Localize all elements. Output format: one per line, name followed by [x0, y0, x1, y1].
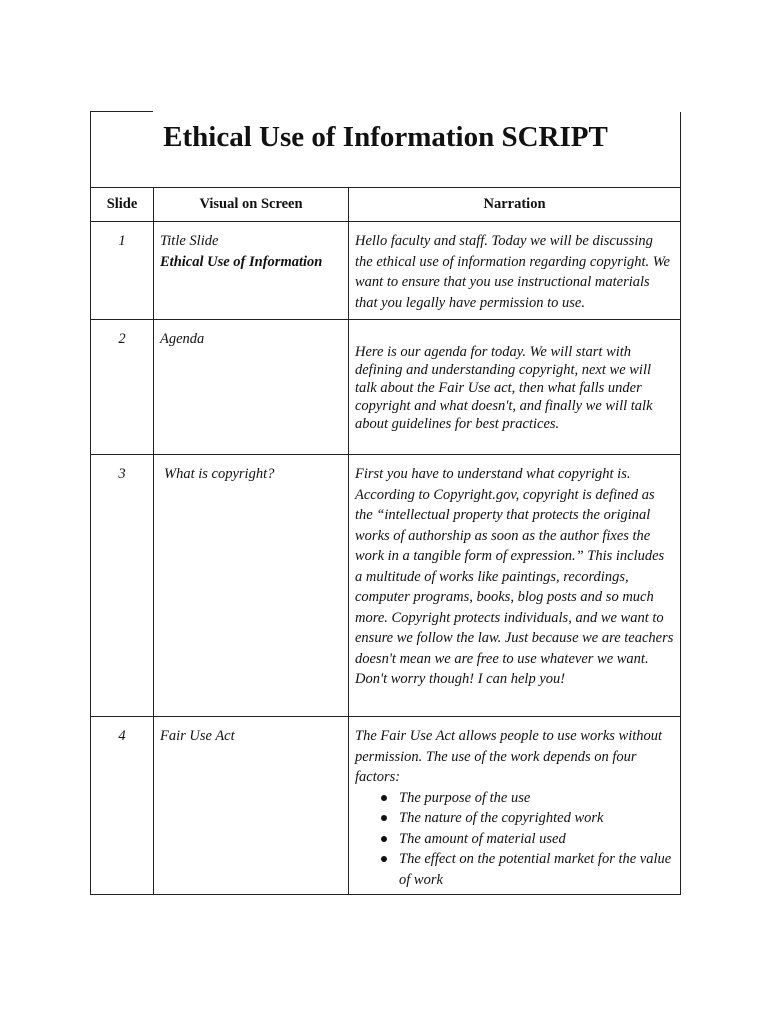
narration-cell [349, 717, 681, 895]
list-item: The amount of material used [399, 829, 674, 850]
list-item: The nature of the copyrighted work [399, 808, 674, 829]
list-item: The purpose of the use [399, 788, 674, 809]
slide-number: 2 [91, 320, 154, 455]
slide-number: 3 [91, 455, 154, 717]
narration-cell: Hello faculty and staff. Today we will be discussing the ethical use of information regarding copyright. We want to ensure that you use instructional materials that you legally have permission to use. [349, 222, 681, 320]
table-row [91, 222, 681, 320]
narration-cell [349, 320, 681, 455]
title-cell [91, 112, 681, 188]
visual-cell: Fair Use Act [154, 717, 349, 895]
table-header-row [91, 188, 681, 222]
narration-text: The Fair Use Act allows people to use works without permission. The use of the work depends on four factors: [355, 728, 663, 785]
table-row [91, 455, 681, 717]
visual-bold-text: Ethical Use of Information [160, 253, 323, 270]
list-item: The effect on the potential market for the value of work [399, 849, 674, 890]
slide-number: 1 [91, 222, 154, 320]
document-title: Ethical Use of Information SCRIPT [163, 120, 608, 153]
factors-list [355, 788, 674, 891]
narration-cell: First you have to understand what copyright is. According to Copyright.gov, copyright is defined as the “intellectual property that protects the original works of authorship as soon as the author fixes the work in a tangible form of expression.” This includes a multitude of works like paintings, recordings, computer programs, books, blog posts and so much more. Copyright protects individuals, and we want to ensure we follow the law. Just because we are teachers doesn't mean we are free to use whatever we want. Don't worry though! I can help you! [349, 455, 681, 717]
header-visual: Visual on Screen [154, 188, 349, 222]
visual-cell: What is copyright? [154, 455, 349, 717]
slide-number: 4 [91, 717, 154, 895]
header-narration: Narration [349, 188, 681, 222]
header-slide: Slide [91, 188, 154, 222]
visual-cell [154, 222, 349, 320]
visual-cell: Agenda [154, 320, 349, 455]
script-table [90, 112, 681, 895]
narration-text: Here is our agenda for today. We will start with defining and understanding copyright, next we will talk about the Fair Use act, then what falls under copyright and what doesn't, and finally we will talk about guidelines for best practices. [355, 344, 653, 432]
visual-text: Title Slide [160, 233, 219, 249]
table-row [91, 320, 681, 455]
table-row [91, 717, 681, 895]
